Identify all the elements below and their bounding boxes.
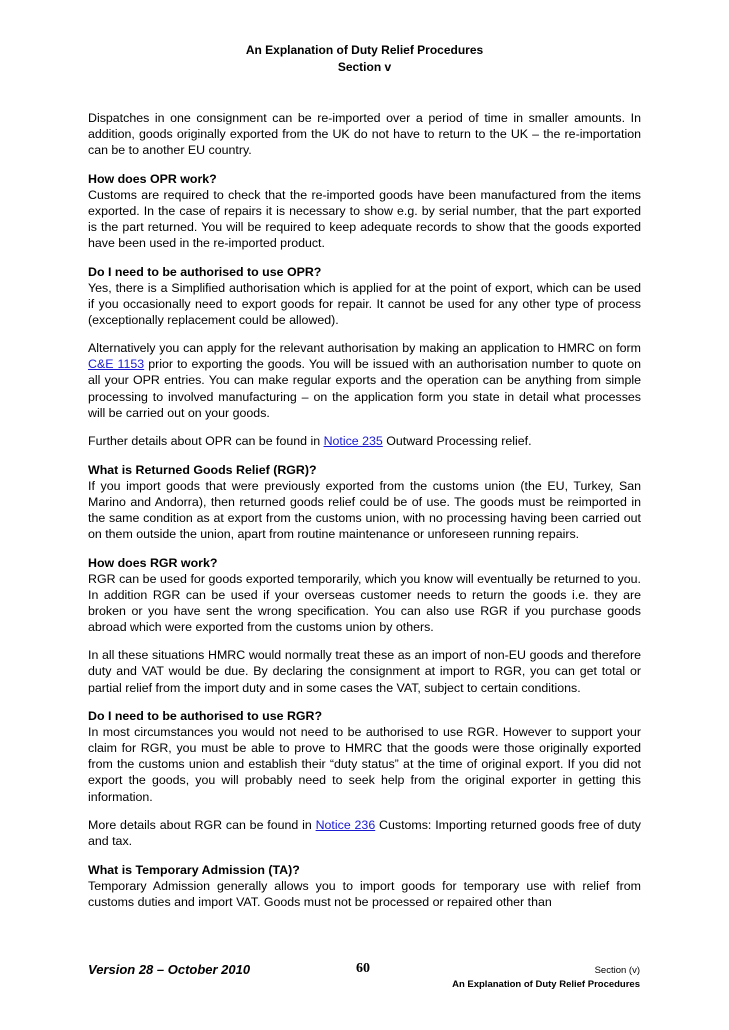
intro-paragraph: Dispatches in one consignment can be re-imported over a period of time in smaller amounts. In addition, goods originally exported from the UK do not have to return to the UK – the re-importation can be to another EU country.: [88, 111, 641, 158]
rgr-what-section: [88, 462, 641, 542]
page-header: [0, 42, 729, 76]
opr-work-text: Customs are required to check that the re-imported goods have been manufactured from the items exported. In the case of repairs it is necessary to show e.g. by serial number, that the part exported is the part returned. You will be required to keep adequate records to show that the goods exported have been used in the re-imported product.: [88, 187, 641, 251]
opr-alternative-paragraph: [88, 340, 641, 420]
rgr-situations-paragraph: In all these situations HMRC would normally treat these as an import of non-EU goods and therefore duty and VAT would be due. By declaring the consignment at import to RGR, you can get total or partial relief from the import duty and in some cases the VAT, subject to certain conditions.: [88, 648, 641, 695]
footer-doc-title: An Explanation of Duty Relief Procedures: [452, 979, 640, 990]
opr-further-paragraph: [88, 433, 641, 449]
opr-alt-text-before: Alternatively you can apply for the relevant authorisation by making an application to HMRC on form: [88, 341, 641, 356]
rgr-more-text-after: Customs: Importing returned goods free of duty and tax.: [88, 817, 641, 849]
opr-auth-section: [88, 264, 641, 328]
rgr-auth-heading: Do I need to be authorised to use RGR?: [88, 709, 323, 724]
footer-page-number: 60: [356, 961, 370, 976]
ta-what-heading: What is Temporary Admission (TA)?: [88, 862, 300, 877]
header-section: Section v: [337, 60, 392, 74]
footer-section: Section (v): [594, 965, 640, 976]
rgr-work-heading: How does RGR work?: [88, 555, 218, 570]
notice-235-link[interactable]: Notice 235: [323, 434, 383, 449]
opr-work-section: [88, 171, 641, 251]
form-c-e-1153-link[interactable]: C&E 1153: [88, 357, 145, 372]
footer-section-info: [452, 964, 640, 992]
rgr-auth-text: In most circumstances you would not need to be authorised to use RGR. However to support your claim for RGR, you must be able to prove to HMRC that the goods were those originally exported from the customs union and establish their “duty status” at the time of original export. If you did not export the goods, you will probably need to seek help from the original exporter in getting this information.: [88, 725, 641, 804]
rgr-auth-section: [88, 708, 641, 805]
opr-work-heading: How does OPR work?: [88, 171, 217, 186]
opr-alt-text-after: prior to exporting the goods. You will be issued with an authorisation number to quote on all your OPR entries. You can make regular exports and the operation can be anything from simple processing to involved manufacturing – on the application form you state in detail what processes will be carried out on your goods.: [88, 357, 641, 420]
ta-what-section: [88, 862, 641, 910]
rgr-what-text: If you import goods that were previously exported from the customs union (the EU, Turkey, San Marino and Andorra), then returned goods relief could be of use. The goods must be reimported in the same condition as at export from the customs union, with no processing having been carried out on them outside the union, apart from routine maintenance or unforeseen running repairs.: [88, 478, 641, 542]
rgr-more-paragraph: [88, 817, 641, 849]
ta-what-text: Temporary Admission generally allows you to import goods for temporary use with relief from customs duties and import VAT. Goods must not be processed or repaired other than: [88, 878, 641, 909]
rgr-work-section: [88, 555, 641, 635]
rgr-more-text-before: More details about RGR can be found in: [88, 817, 316, 832]
header-title: An Explanation of Duty Relief Procedures: [245, 43, 484, 57]
rgr-work-text: RGR can be used for goods exported temporarily, which you know will eventually be returned to you. In addition RGR can be used if your overseas customer needs to return the goods i.e. they are broken or you have sent the wrong specification. You can also use RGR if you purchase goods abroad which were exported from the customs union by others.: [88, 571, 641, 634]
opr-auth-heading: Do I need to be authorised to use OPR?: [88, 264, 322, 279]
footer-version: Version 28 – October 2010: [88, 962, 251, 977]
opr-further-text-before: Further details about OPR can be found in: [88, 434, 324, 449]
opr-auth-text: Yes, there is a Simplified authorisation which is applied for at the point of export, which can be used if you occasionally need to export goods for repair. It cannot be used for any other type of process (exceptionally replacement could be allowed).: [88, 280, 641, 327]
rgr-what-heading: What is Returned Goods Relief (RGR)?: [88, 462, 317, 477]
opr-further-text-after: Outward Processing relief.: [382, 434, 532, 449]
notice-236-link[interactable]: Notice 236: [315, 817, 376, 832]
body-content: [88, 110, 641, 922]
